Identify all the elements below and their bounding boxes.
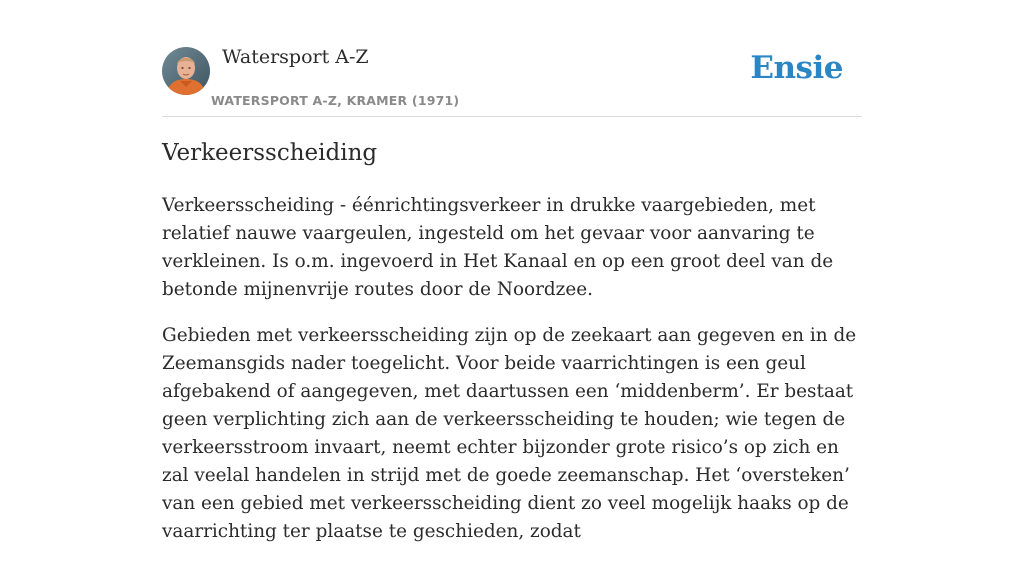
author-name[interactable]: Watersport A-Z — [222, 46, 369, 68]
ensie-logo[interactable]: Ensie — [750, 50, 843, 86]
author-avatar[interactable] — [162, 47, 210, 95]
article-paragraph: Gebieden met verkeersscheiding zijn op de zeekaart aan gegeven en in de Zeemansgids nader toegelicht. Voor beide vaarrichtingen is een geul afgebakend of aangegeven, met daartussen een ‘middenberm’. Er bestaat geen verplichting zich aan de verkeersscheiding te houden; wie tegen de verkeersstroom invaart, neemt echter bijzonder grote risico’s op zich en zal veelal handelen in strijd met de goede zeemanschap. Het ‘oversteken’ van een gebied met verkeersscheiding dient zo veel mogelijk haaks op de vaarrichting ter plaatse te geschieden, zodat — [162, 325, 857, 542]
article-paragraph: Verkeersscheiding - éénrichtingsverkeer in drukke vaargebieden, met relatief nauwe vaargeulen, ingesteld om het gevaar voor aanvaring te verkleinen. Is o.m. ingevoerd in Het Kanaal en op een groot deel van de betonde mijnenvrije routes door de Noordzee. — [162, 195, 834, 300]
article-page — [162, 0, 862, 542]
article-header — [162, 0, 862, 117]
article-body — [162, 192, 862, 564]
avatar-portrait-icon — [162, 47, 210, 95]
author-source: WATERSPORT A-Z, KRAMER (1971) — [211, 93, 460, 108]
article-title: Verkeersscheiding — [162, 140, 378, 166]
